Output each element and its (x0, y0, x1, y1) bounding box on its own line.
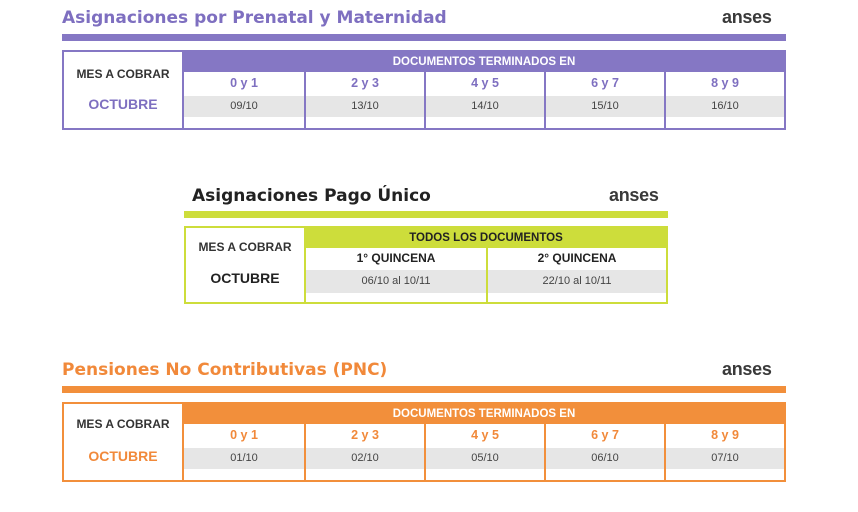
payment-date: 02/10 (306, 448, 424, 469)
mes-cell (64, 404, 184, 480)
column-header: 8 y 9 (711, 428, 739, 442)
documents-header: DOCUMENTOS TERMINADOS EN (184, 52, 784, 72)
table-column (306, 72, 424, 128)
table-column (546, 72, 664, 128)
prenatal-title-rule (62, 34, 786, 41)
table-column (666, 72, 784, 128)
table-column (488, 248, 666, 302)
payment-date: 16/10 (666, 96, 784, 117)
payment-date: 14/10 (426, 96, 544, 117)
prenatal-table (62, 50, 786, 130)
column-header: 6 y 7 (591, 76, 619, 90)
anses-logo: anses (722, 7, 772, 27)
payment-date: 22/10 al 10/11 (488, 270, 666, 293)
payment-date: 15/10 (546, 96, 664, 117)
table-column (426, 72, 544, 128)
pago-unico-section (184, 178, 670, 308)
table-column (426, 424, 544, 480)
payment-date: 09/10 (184, 96, 304, 117)
mes-a-cobrar-label: MES A COBRAR (198, 240, 292, 254)
column-header: 0 y 1 (230, 428, 258, 442)
documents-header: TODOS LOS DOCUMENTOS (306, 228, 666, 248)
payment-date: 06/10 al 10/11 (306, 270, 486, 293)
pnc-title-rule (62, 386, 786, 393)
anses-logo: anses (609, 185, 659, 205)
documents-header: DOCUMENTOS TERMINADOS EN (184, 404, 784, 424)
mes-a-cobrar-label: MES A COBRAR (76, 417, 170, 431)
payment-date: 05/10 (426, 448, 544, 469)
month-label: OCTUBRE (88, 96, 158, 112)
prenatal-section (62, 0, 788, 135)
column-header: 8 y 9 (711, 76, 739, 90)
payment-date: 07/10 (666, 448, 784, 469)
column-header: 2 y 3 (351, 428, 379, 442)
table-column (546, 424, 664, 480)
column-header: 6 y 7 (591, 428, 619, 442)
table-column (184, 72, 304, 128)
column-header: 2 y 3 (351, 76, 379, 90)
table-column (306, 424, 424, 480)
table-column (666, 424, 784, 480)
pago-unico-title-rule (184, 211, 668, 218)
pnc-table (62, 402, 786, 482)
column-header: 0 y 1 (230, 76, 258, 90)
pnc-title: Pensiones No Contributivas (PNC) (62, 360, 388, 380)
payment-date: 01/10 (184, 448, 304, 469)
column-header: 2° QUINCENA (537, 251, 617, 265)
column-header: 1° QUINCENA (356, 251, 436, 265)
payment-date: 06/10 (546, 448, 664, 469)
month-label: OCTUBRE (88, 448, 158, 464)
pago-unico-title: Asignaciones Pago Único (192, 186, 431, 206)
anses-logo: anses (722, 359, 772, 379)
pago-unico-table (184, 226, 668, 304)
mes-a-cobrar-label: MES A COBRAR (76, 67, 170, 81)
table-column (306, 248, 486, 302)
mes-cell (64, 52, 184, 128)
month-label: OCTUBRE (210, 270, 280, 286)
column-header: 4 y 5 (471, 76, 499, 90)
mes-cell (186, 228, 306, 302)
column-header: 4 y 5 (471, 428, 499, 442)
pnc-section (62, 352, 788, 487)
table-column (184, 424, 304, 480)
payment-date: 13/10 (306, 96, 424, 117)
prenatal-title: Asignaciones por Prenatal y Maternidad (62, 8, 447, 28)
